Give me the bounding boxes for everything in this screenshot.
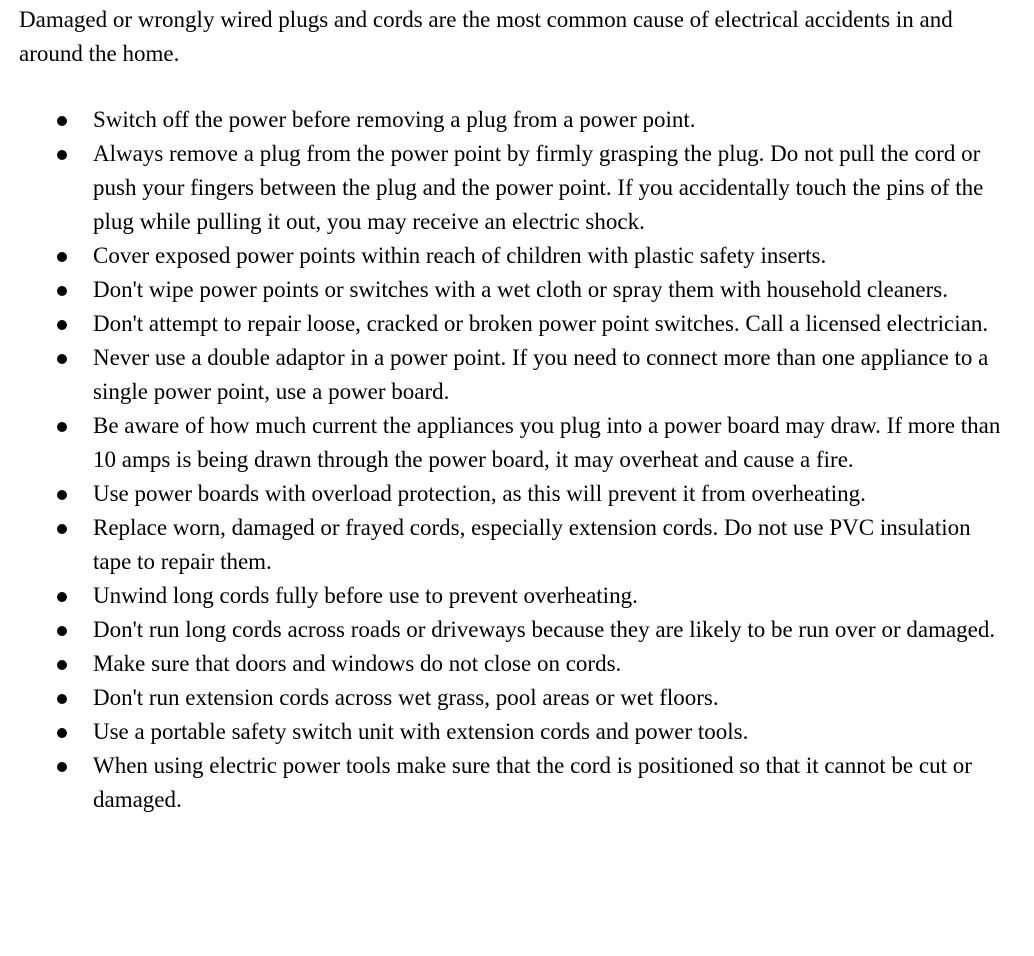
list-item-text: Unwind long cords fully before use to prevent overheating.	[93, 583, 638, 608]
safety-bullet-list	[19, 103, 1024, 817]
list-item	[19, 613, 1013, 647]
list-item-text: Don't attempt to repair loose, cracked or broken power point switches. Call a licensed electrician.	[93, 311, 989, 336]
bullet-icon	[57, 150, 67, 160]
list-item	[19, 409, 1013, 477]
list-item-text: Don't run extension cords across wet grass, pool areas or wet floors.	[93, 685, 719, 710]
bullet-icon	[57, 286, 67, 296]
list-item-text: Don't wipe power points or switches with a wet cloth or spray them with household cleaners.	[93, 277, 948, 302]
bullet-icon	[57, 592, 67, 602]
bullet-icon	[57, 728, 67, 738]
list-item	[19, 341, 1013, 409]
list-item-text: Cover exposed power points within reach of children with plastic safety inserts.	[93, 243, 827, 268]
list-item	[19, 239, 1013, 273]
list-item-text: Always remove a plug from the power point by firmly grasping the plug. Do not pull the cord or push your fingers between the plug and the power point. If you accidentally touch the pins of the plug while pulling it out, you may receive an electric shock.	[93, 141, 984, 234]
list-item-text: Use power boards with overload protection, as this will prevent it from overheating.	[93, 481, 866, 506]
list-item	[19, 137, 1013, 239]
list-item	[19, 579, 1013, 613]
list-item-text: Don't run long cords across roads or driveways because they are likely to be run over or damaged.	[93, 617, 996, 642]
list-item	[19, 477, 1013, 511]
bullet-icon	[57, 694, 67, 704]
list-item-text: When using electric power tools make sure that the cord is positioned so that it cannot be cut or damaged.	[93, 753, 972, 812]
bullet-icon	[57, 116, 67, 126]
list-item	[19, 273, 1013, 307]
list-item	[19, 715, 1013, 749]
bullet-icon	[57, 490, 67, 500]
intro-paragraph: Damaged or wrongly wired plugs and cords are the most common cause of electrical accidents in and around the home.	[19, 7, 953, 66]
list-item-text: Use a portable safety switch unit with extension cords and power tools.	[93, 719, 749, 744]
list-item-text: Be aware of how much current the appliances you plug into a power board may draw. If more than 10 amps is being drawn through the power board, it may overheat and cause a fire.	[93, 413, 1001, 472]
list-item	[19, 749, 1013, 817]
list-item-text: Never use a double adaptor in a power point. If you need to connect more than one appliance to a single power point, use a power board.	[93, 345, 989, 404]
list-item	[19, 647, 1013, 681]
bullet-icon	[57, 252, 67, 262]
bullet-icon	[57, 354, 67, 364]
list-item	[19, 681, 1013, 715]
bullet-icon	[57, 524, 67, 534]
list-item	[19, 103, 1013, 137]
list-item-text: Replace worn, damaged or frayed cords, especially extension cords. Do not use PVC insulation tape to repair them.	[93, 515, 971, 574]
bullet-icon	[57, 320, 67, 330]
list-item-text: Make sure that doors and windows do not close on cords.	[93, 651, 622, 676]
bullet-icon	[57, 422, 67, 432]
bullet-icon	[57, 626, 67, 636]
list-item	[19, 307, 1013, 341]
list-item-text: Switch off the power before removing a plug from a power point.	[93, 107, 696, 132]
list-item	[19, 511, 1013, 579]
bullet-icon	[57, 660, 67, 670]
bullet-icon	[57, 762, 67, 772]
